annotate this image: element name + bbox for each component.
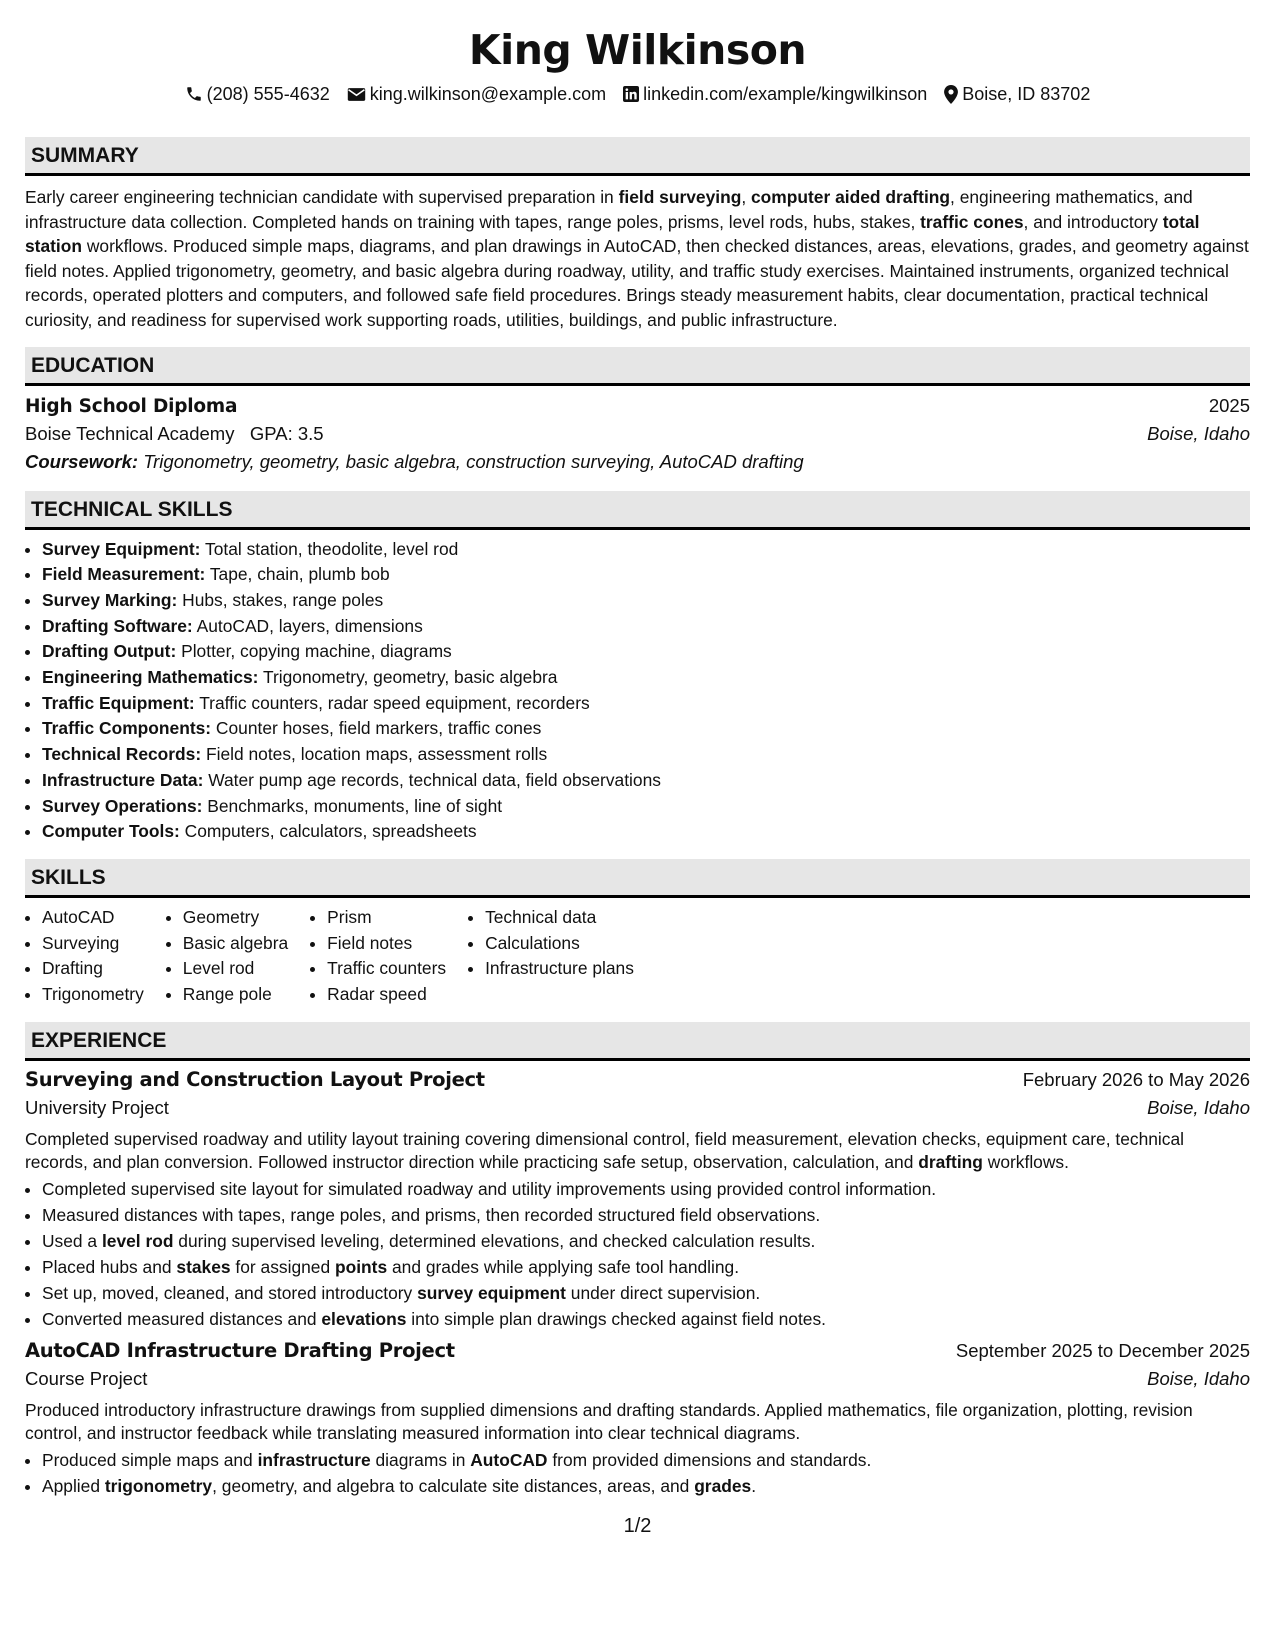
job-title: AutoCAD Infrastructure Drafting Project xyxy=(25,1338,455,1362)
school-location: Boise, Idaho xyxy=(1147,422,1250,444)
list-item: • Engineering Mathematics: Trigonometry, geometry, basic algebra xyxy=(42,665,1250,691)
job-location: Boise, Idaho xyxy=(1147,1367,1250,1389)
email-text[interactable]: king.wilkinson@example.com xyxy=(369,84,607,104)
skills-grid xyxy=(25,905,1250,1008)
coursework-text: Trigonometry, geometry, basic algebra, construction surveying, AutoCAD drafting xyxy=(138,450,804,472)
list-item: • Technical Records: Field notes, location maps, assessment rolls xyxy=(42,742,1250,768)
list-item: • Radar speed xyxy=(327,982,446,1008)
experience-entry xyxy=(25,1068,1250,1332)
job-description: Completed supervised roadway and utility layout training covering dimensional control, field measurement, elevation checks, equipment care, technical records, and plan conversion. Followed instructor direction while practicing safe setup, observation, calculation, and drafting workflows. xyxy=(25,1128,1185,1173)
list-item: • Field notes xyxy=(327,931,446,957)
job-bullets xyxy=(25,1447,1250,1499)
list-item: • Placed hubs and stakes for assigned points and grades while applying safe tool handling. xyxy=(42,1254,1250,1280)
location-text: Boise, ID 83702 xyxy=(962,84,1091,104)
list-item: • Produced simple maps and infrastructure diagrams in AutoCAD from provided dimensions and standards. xyxy=(42,1447,1250,1473)
list-item: • Converted measured distances and elevations into simple plan drawings checked against field notes. xyxy=(42,1306,1250,1332)
linkedin-text[interactable]: linkedin.com/example/kingwilkinson xyxy=(643,84,928,104)
graduation-year: 2025 xyxy=(1208,394,1250,416)
job-date: September 2025 to December 2025 xyxy=(955,1339,1250,1361)
experience-heading: EXPERIENCE xyxy=(25,1022,1250,1061)
list-item: • Measured distances with tapes, range poles, and prisms, then recorded structured field observations. xyxy=(42,1202,1250,1228)
list-item: • Traffic Components: Counter hoses, field markers, traffic cones xyxy=(42,716,1250,742)
skills-heading: SKILLS xyxy=(25,859,1250,898)
list-item: • Calculations xyxy=(485,931,634,957)
list-item: • Basic algebra xyxy=(183,931,288,957)
contact-phone xyxy=(185,82,330,106)
coursework-label: Coursework: xyxy=(25,450,139,472)
list-item: • Completed supervised site layout for simulated roadway and utility improvements using provided control information. xyxy=(42,1176,1250,1202)
contact-location xyxy=(944,82,1090,106)
school-line xyxy=(25,423,324,445)
list-item: • Traffic Equipment: Traffic counters, radar speed equipment, recorders xyxy=(42,691,1250,717)
list-item: • Drafting Output: Plotter, copying machine, diagrams xyxy=(42,639,1250,665)
list-item: • Survey Marking: Hubs, stakes, range poles xyxy=(42,588,1250,614)
education-entry xyxy=(25,395,1250,473)
education-heading: EDUCATION xyxy=(25,347,1250,386)
skills-column xyxy=(310,905,446,1008)
technical-skills-list xyxy=(25,537,1250,845)
list-item: • Drafting Software: AutoCAD, layers, dimensions xyxy=(42,614,1250,640)
contact-linkedin[interactable] xyxy=(623,82,927,106)
list-item: • Prism xyxy=(327,905,446,931)
job-type: Course Project xyxy=(25,1367,148,1389)
contact-bar xyxy=(25,82,1250,106)
contact-email[interactable] xyxy=(347,82,606,106)
coursework xyxy=(25,451,1250,473)
page-number: 1/2 xyxy=(623,1515,652,1537)
skills-column xyxy=(468,905,634,1008)
candidate-name: King Wilkinson xyxy=(468,26,807,74)
list-item: • Set up, moved, cleaned, and stored introductory survey equipment under direct supervision. xyxy=(42,1280,1250,1306)
list-item: • Technical data xyxy=(485,905,634,931)
job-type: University Project xyxy=(25,1096,169,1118)
job-location: Boise, Idaho xyxy=(1147,1096,1250,1118)
phone-icon xyxy=(185,85,203,103)
list-item: • Geometry xyxy=(183,905,288,931)
linkedin-icon xyxy=(623,86,639,102)
list-item: • Applied trigonometry, geometry, and algebra to calculate site distances, areas, and grades. xyxy=(42,1473,1250,1499)
summary-text: Early career engineering technician candidate with supervised preparation in field surveying, computer aided drafting, engineering mathematics, and infrastructure data collection. Completed hands on training with tapes, range poles, prisms, level rods, hubs, stakes, traffic cones, and introductory total station workflows. Produced simple maps, diagrams, and plan drawings in AutoCAD, then checked distances, areas, elevations, grades, and geometry against field notes. Applied trigonometry, geometry, and basic algebra during roadway, utility, and traffic study exercises. Maintained instruments, organized technical records, operated plotters and computers, and followed safe field procedures. Brings steady measurement habits, clear documentation, practical technical curiosity, and readiness for supervised work supporting roads, utilities, buildings, and public infrastructure. xyxy=(25,187,1249,330)
list-item: • Computer Tools: Computers, calculators, spreadsheets xyxy=(42,819,1250,845)
list-item: • Infrastructure Data: Water pump age records, technical data, field observations xyxy=(42,768,1250,794)
experience-entry xyxy=(25,1339,1250,1499)
gpa: GPA: 3.5 xyxy=(249,422,324,444)
school-name: Boise Technical Academy xyxy=(25,422,235,444)
list-item: • Drafting xyxy=(42,956,144,982)
skills-column xyxy=(166,905,288,1008)
list-item: • Used a level rod during supervised leveling, determined elevations, and checked calculation results. xyxy=(42,1228,1250,1254)
phone-text: (208) 555-4632 xyxy=(206,84,330,104)
list-item: • Range pole xyxy=(183,982,288,1008)
resume-page xyxy=(25,0,1250,1650)
list-item: • Traffic counters xyxy=(327,956,446,982)
job-date: February 2026 to May 2026 xyxy=(1022,1068,1250,1090)
list-item: • AutoCAD xyxy=(42,905,144,931)
list-item: • Survey Equipment: Total station, theodolite, level rod xyxy=(42,537,1250,563)
list-item: • Infrastructure plans xyxy=(485,956,634,982)
job-description: Produced introductory infrastructure drawings from supplied dimensions and drafting standards. Applied mathematics, file organization, plotting, revision control, and instructor feedback while translating measured information into clear technical diagrams. xyxy=(25,1399,1193,1444)
list-item: • Survey Operations: Benchmarks, monuments, line of sight xyxy=(42,794,1250,820)
list-item: • Level rod xyxy=(183,956,288,982)
job-title: Surveying and Construction Layout Project xyxy=(25,1067,485,1091)
skills-column xyxy=(25,905,144,1008)
technical-skills-heading: TECHNICAL SKILLS xyxy=(25,491,1250,530)
list-item: • Surveying xyxy=(42,931,144,957)
summary-heading: SUMMARY xyxy=(25,137,1250,176)
envelope-icon xyxy=(347,87,366,102)
list-item: • Trigonometry xyxy=(42,982,144,1008)
job-bullets xyxy=(25,1176,1250,1332)
map-pin-icon xyxy=(944,85,958,104)
list-item: • Field Measurement: Tape, chain, plumb bob xyxy=(42,562,1250,588)
degree: High School Diploma xyxy=(25,395,238,417)
